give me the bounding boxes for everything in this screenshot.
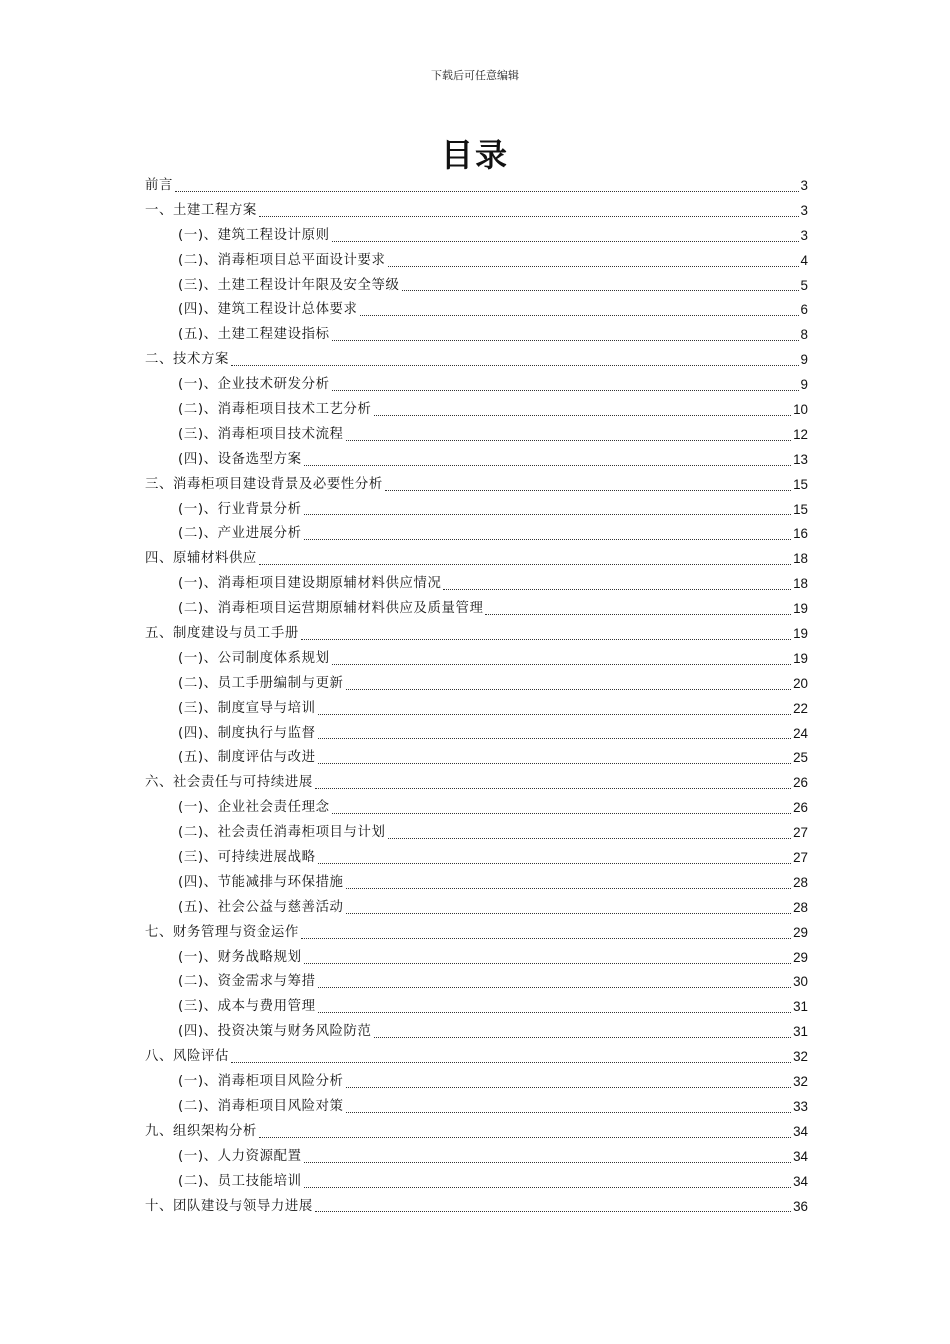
toc-entry-label: (三)、可持续进展战略 [178,850,316,866]
table-of-contents [145,174,808,1219]
toc-entry-page-number: 9 [800,352,808,368]
toc-entry-page-number: 3 [800,177,808,193]
toc-dot-leader [388,837,792,839]
toc-entry-page-number: 18 [793,551,808,567]
toc-entry-label: 二、技术方案 [145,352,229,368]
toc-entry-page-number: 18 [793,576,808,592]
toc-entry-label: (三)、成本与费用管理 [178,999,316,1015]
toc-entry-label: 五、制度建设与员工手册 [145,626,299,642]
toc-dot-leader [374,1036,792,1038]
toc-dot-leader [443,588,791,590]
toc-dot-leader [374,414,792,416]
toc-entry[interactable] [145,647,808,672]
toc-entry[interactable] [145,1045,808,1070]
toc-dot-leader [346,1086,792,1088]
toc-dot-leader [304,962,792,964]
toc-entry-page-number: 29 [793,949,808,965]
toc-entry-label: (四)、节能减排与环保措施 [178,874,344,890]
toc-entry-page-number: 29 [793,924,808,940]
toc-entry-page-number: 15 [793,476,808,492]
toc-entry-page-number: 9 [800,377,808,393]
toc-entry[interactable] [145,1195,808,1220]
toc-entry-label: (四)、设备选型方案 [178,451,302,467]
toc-entry[interactable] [145,1170,808,1195]
toc-entry-label: (一)、企业技术研发分析 [178,377,330,393]
toc-entry[interactable] [145,1120,808,1145]
toc-entry-label: (二)、员工手册编制与更新 [178,675,344,691]
toc-entry-label: (二)、员工技能培训 [178,1173,302,1189]
toc-entry[interactable] [145,224,808,249]
toc-entry-page-number: 31 [793,1024,808,1040]
toc-entry[interactable] [145,971,808,996]
toc-entry-page-number: 26 [793,775,808,791]
toc-entry[interactable] [145,622,808,647]
toc-entry-label: (一)、行业背景分析 [178,501,302,517]
toc-entry[interactable] [145,522,808,547]
toc-entry-label: 九、组织架构分析 [145,1123,257,1139]
toc-entry-page-number: 16 [793,526,808,542]
toc-entry[interactable] [145,921,808,946]
toc-entry-label: (四)、投资决策与财务风险防范 [178,1024,372,1040]
toc-dot-leader [388,265,799,267]
toc-entry-label: (一)、人力资源配置 [178,1148,302,1164]
toc-dot-leader [318,713,792,715]
toc-dot-leader [318,986,792,988]
toc-entry-label: (二)、产业进展分析 [178,526,302,542]
toc-dot-leader [346,688,792,690]
toc-entry-page-number: 30 [793,974,808,990]
toc-entry-page-number: 19 [793,626,808,642]
toc-entry-page-number: 25 [793,750,808,766]
toc-dot-leader [231,364,799,366]
toc-dot-leader [304,1186,792,1188]
toc-dot-leader [259,563,791,565]
toc-entry[interactable] [145,722,808,747]
toc-dot-leader [315,1210,791,1212]
toc-dot-leader [231,1061,791,1063]
toc-entry[interactable] [145,473,808,498]
toc-entry-page-number: 22 [793,700,808,716]
toc-entry-label: (一)、财务战略规划 [178,949,302,965]
toc-entry-page-number: 27 [793,850,808,866]
toc-entry-label: 一、土建工程方案 [145,202,257,218]
toc-entry-label: 三、消毒柜项目建设背景及必要性分析 [145,476,383,492]
toc-entry-page-number: 36 [793,1198,808,1214]
toc-dot-leader [175,190,799,192]
toc-entry-label: (二)、社会责任消毒柜项目与计划 [178,825,386,841]
toc-entry-label: (四)、建筑工程设计总体要求 [178,302,358,318]
toc-entry[interactable] [145,373,808,398]
toc-entry[interactable] [145,498,808,523]
toc-entry-label: (五)、制度评估与改进 [178,750,316,766]
toc-entry[interactable] [145,871,808,896]
toc-entry-page-number: 5 [800,277,808,293]
toc-entry-page-number: 6 [800,302,808,318]
toc-dot-leader [332,812,792,814]
toc-entry-label: (一)、企业社会责任理念 [178,800,330,816]
toc-entry[interactable] [145,1145,808,1170]
toc-entry[interactable] [145,448,808,473]
toc-entry-page-number: 15 [793,501,808,517]
toc-title: 目录 [440,136,509,174]
toc-dot-leader [385,489,791,491]
toc-entry-label: 七、财务管理与资金运作 [145,924,299,940]
toc-entry-page-number: 4 [800,252,808,268]
toc-entry-label: 八、风险评估 [145,1049,229,1065]
toc-entry-label: (五)、土建工程建设指标 [178,327,330,343]
toc-entry-label: (二)、消毒柜项目风险对策 [178,1098,344,1114]
toc-dot-leader [360,314,799,316]
toc-entry[interactable] [145,423,808,448]
toc-entry-page-number: 3 [800,202,808,218]
toc-entry-page-number: 34 [793,1173,808,1189]
toc-entry-page-number: 31 [793,999,808,1015]
toc-entry-label: (一)、公司制度体系规划 [178,650,330,666]
toc-entry-page-number: 12 [793,426,808,442]
toc-entry[interactable] [145,547,808,572]
toc-dot-leader [346,887,792,889]
toc-entry[interactable] [145,298,808,323]
toc-entry-label: (三)、制度宣导与培训 [178,700,316,716]
toc-entry[interactable] [145,1095,808,1120]
toc-entry-label: 四、原辅材料供应 [145,551,257,567]
toc-entry[interactable] [145,572,808,597]
toc-entry[interactable] [145,398,808,423]
toc-entry-label: 六、社会责任与可持续进展 [145,775,313,791]
toc-entry-label: (四)、制度执行与监督 [178,725,316,741]
toc-entry-label: 前言 [145,177,173,193]
toc-entry-page-number: 20 [793,675,808,691]
toc-dot-leader [318,1011,792,1013]
toc-dot-leader [332,339,799,341]
toc-entry-page-number: 3 [800,227,808,243]
toc-dot-leader [332,389,799,391]
toc-entry[interactable] [145,896,808,921]
toc-dot-leader [332,240,799,242]
toc-dot-leader [346,1111,792,1113]
toc-entry[interactable] [145,1020,808,1045]
toc-entry[interactable] [145,995,808,1020]
toc-entry-label: (二)、消毒柜项目总平面设计要求 [178,252,386,268]
toc-entry-page-number: 34 [793,1148,808,1164]
toc-entry-page-number: 13 [793,451,808,467]
toc-dot-leader [332,663,792,665]
toc-entry-page-number: 32 [793,1049,808,1065]
toc-dot-leader [315,787,791,789]
toc-dot-leader [304,538,792,540]
toc-entry[interactable] [145,597,808,622]
toc-entry-page-number: 26 [793,800,808,816]
toc-entry-label: (二)、消毒柜项目运营期原辅材料供应及质量管理 [178,601,484,617]
toc-entry-label: (二)、资金需求与筹措 [178,974,316,990]
toc-entry-label: (二)、消毒柜项目技术工艺分析 [178,402,372,417]
toc-entry[interactable] [145,672,808,697]
toc-entry[interactable] [145,946,808,971]
toc-entry[interactable] [145,697,808,722]
toc-dot-leader [402,289,799,291]
toc-dot-leader [304,513,792,515]
toc-dot-leader [301,638,791,640]
toc-entry-page-number: 27 [793,825,808,841]
toc-entry-label: (三)、土建工程设计年限及安全等级 [178,277,400,293]
toc-dot-leader [485,613,791,615]
toc-entry[interactable] [145,821,808,846]
toc-entry-page-number: 34 [793,1123,808,1139]
toc-dot-leader [304,1161,792,1163]
toc-entry[interactable] [145,771,808,796]
toc-dot-leader [318,762,792,764]
toc-entry-page-number: 32 [793,1074,808,1090]
toc-entry-page-number: 28 [793,874,808,890]
toc-entry-page-number: 33 [793,1098,808,1114]
toc-entry-page-number: 19 [793,650,808,666]
header-note: 下载后可任意编辑 [431,69,519,82]
toc-dot-leader [346,439,792,441]
toc-dot-leader [318,862,792,864]
toc-entry[interactable] [145,1070,808,1095]
toc-entry[interactable] [145,199,808,224]
toc-entry-page-number: 24 [793,725,808,741]
toc-entry[interactable] [145,323,808,348]
toc-entry[interactable] [145,249,808,274]
toc-dot-leader [346,912,792,914]
toc-entry-label: (五)、社会公益与慈善活动 [178,899,344,915]
toc-dot-leader [304,464,792,466]
toc-entry-label: (三)、消毒柜项目技术流程 [178,426,344,442]
toc-entry[interactable] [145,796,808,821]
toc-entry-page-number: 10 [793,402,808,417]
toc-dot-leader [259,1136,791,1138]
toc-entry[interactable] [145,274,808,299]
toc-entry-page-number: 8 [800,327,808,343]
toc-entry-page-number: 28 [793,899,808,915]
toc-dot-leader [318,737,792,739]
toc-dot-leader [259,215,799,217]
toc-entry-page-number: 19 [793,601,808,617]
toc-entry-label: 十、团队建设与领导力进展 [145,1198,313,1214]
toc-entry[interactable] [145,174,808,199]
toc-entry-label: (一)、消毒柜项目风险分析 [178,1074,344,1090]
toc-entry[interactable] [145,348,808,373]
toc-entry-label: (一)、建筑工程设计原则 [178,227,330,243]
toc-dot-leader [301,937,791,939]
toc-entry[interactable] [145,846,808,871]
toc-entry-label: (一)、消毒柜项目建设期原辅材料供应情况 [178,576,442,592]
toc-entry[interactable] [145,746,808,771]
